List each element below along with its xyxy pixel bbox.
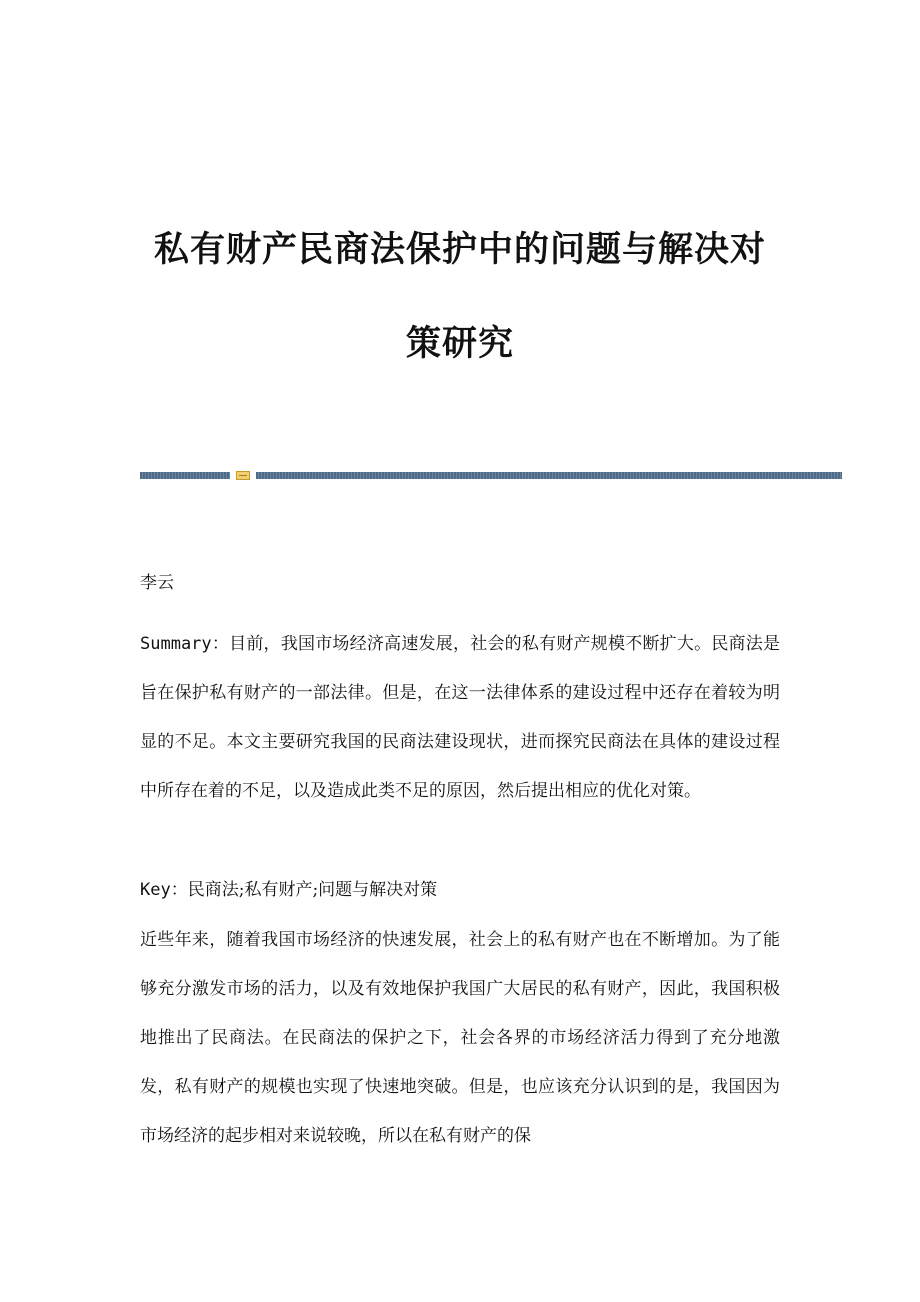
summary-paragraph xyxy=(140,620,780,816)
document-title-line-2: 策研究 xyxy=(405,324,514,364)
title-divider xyxy=(140,471,842,480)
divider-ornament-icon xyxy=(236,471,250,480)
document-title-line-1: 私有财产民商法保护中的问题与解决对 xyxy=(153,230,766,270)
divider-bar-left xyxy=(140,472,230,479)
keywords-paragraph xyxy=(140,866,780,915)
summary-text: ：目前，我国市场经济高速发展，社会的私有财产规模不断扩大。民商法是旨在保护私有财产的一部法律。但是，在这一法律体系的建设过程中还存在着较为明显的不足。本文主要研究我国的民商法建设现状，进而探究民商法在具体的建设过程中所存在着的不足，以及造成此类不足的原因，然后提出相应的优化对策。 xyxy=(140,634,780,801)
keywords-label: Key xyxy=(140,880,171,900)
divider-bar-right xyxy=(256,472,842,479)
author-name: 李云 xyxy=(140,573,174,593)
keywords-text: ：民商法;私有财产;问题与解决对策 xyxy=(170,880,438,900)
body-paragraph: 近些年来，随着我国市场经济的快速发展，社会上的私有财产也在不断增加。为了能够充分激发市场的活力，以及有效地保护我国广大居民的私有财产，因此，我国积极地推出了民商法。在民商法的保护之下，社会各界的市场经济活力得到了充分地激发，私有财产的规模也实现了快速地突破。但是，也应该充分认识到的是，我国因为市场经济的起步相对来说较晚，所以在私有财产的保 xyxy=(140,930,780,1146)
summary-label: Summary xyxy=(140,634,212,654)
